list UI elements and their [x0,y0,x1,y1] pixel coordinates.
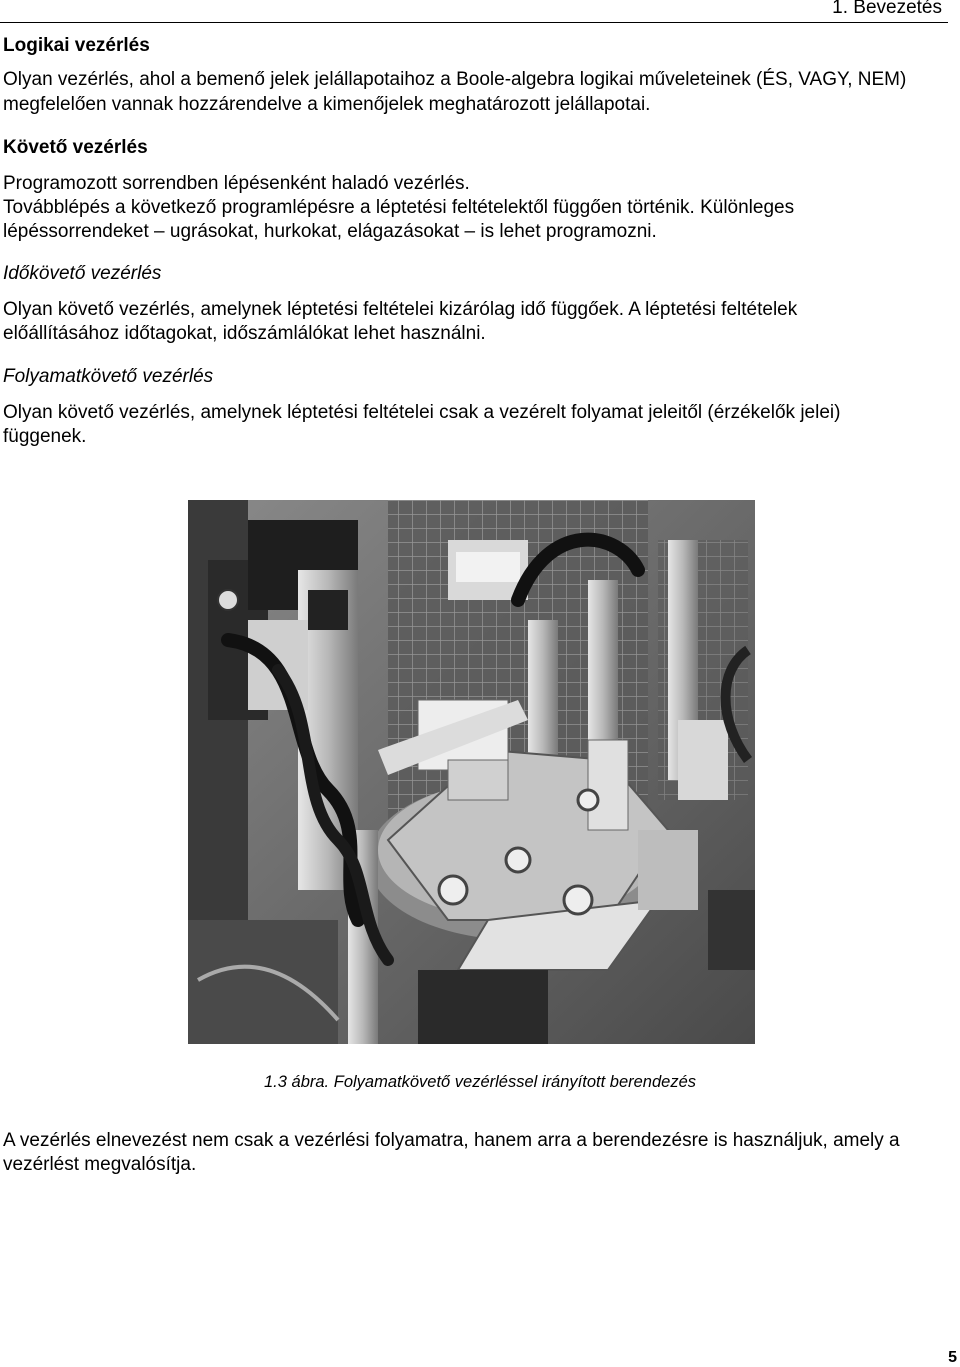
figure-caption-number: 1.3 ábra. [264,1073,330,1091]
koveto-line-1: Programozott sorrendben lépésenként haladó vezérlés. [3,173,470,194]
idokoveto-line-1: Olyan követő vezérlés, amelynek léptetési feltételei kizárólag idő függőek. A léptetési feltételek [3,299,798,320]
folyamatkoveto-line-1: Olyan követő vezérlés, amelynek léptetési feltételei csak a vezérelt folyamat jeleitől (érzékelők jelei) [3,402,841,423]
figure-caption-text: Folyamatkövető vezérléssel irányított berendezés [333,1073,696,1091]
koveto-line-3: lépéssorrendeket – ugrásokat, hurkokat, elágazásokat – is lehet programozni. [3,221,657,242]
heading-koveto: Követő vezérlés [3,137,148,158]
folyamatkoveto-line-2: függenek. [3,426,87,447]
koveto-line-2: Továbblépés a következő programlépésre a léptetési feltételektől függően történik. Különleges [3,197,795,218]
idokoveto-line-2: előállításához időtagokat, időszámlálókat lehet használni. [3,323,486,344]
header-rule [0,22,948,23]
heading-folyamatkoveto: Folyamatkövető vezérlés [3,366,214,387]
page-number: 5 [948,1349,957,1366]
logikai-line-1: Olyan vezérlés, ahol a bemenő jelek jelállapotaihoz a Boole-algebra logikai műveleteinek (ÉS, VAGY, NEM) [3,69,907,90]
heading-idokoveto: Időkövető vezérlés [3,263,162,284]
closing-line-1: A vezérlés elnevezést nem csak a vezérlési folyamatra, hanem arra a berendezésre is használjuk, amely a [3,1130,900,1151]
equipment-photo [188,500,755,1044]
chapter-header: 1. Bevezetés [832,0,942,18]
heading-logikai: Logikai vezérlés [3,35,150,56]
closing-line-2: vezérlést megvalósítja. [3,1154,197,1175]
equipment-photo-illustration [188,500,755,1044]
figure-caption [0,1073,960,1092]
logikai-line-2: megfelelően vannak hozzárendelve a kimenőjelek meghatározott jelállapotai. [3,94,651,115]
